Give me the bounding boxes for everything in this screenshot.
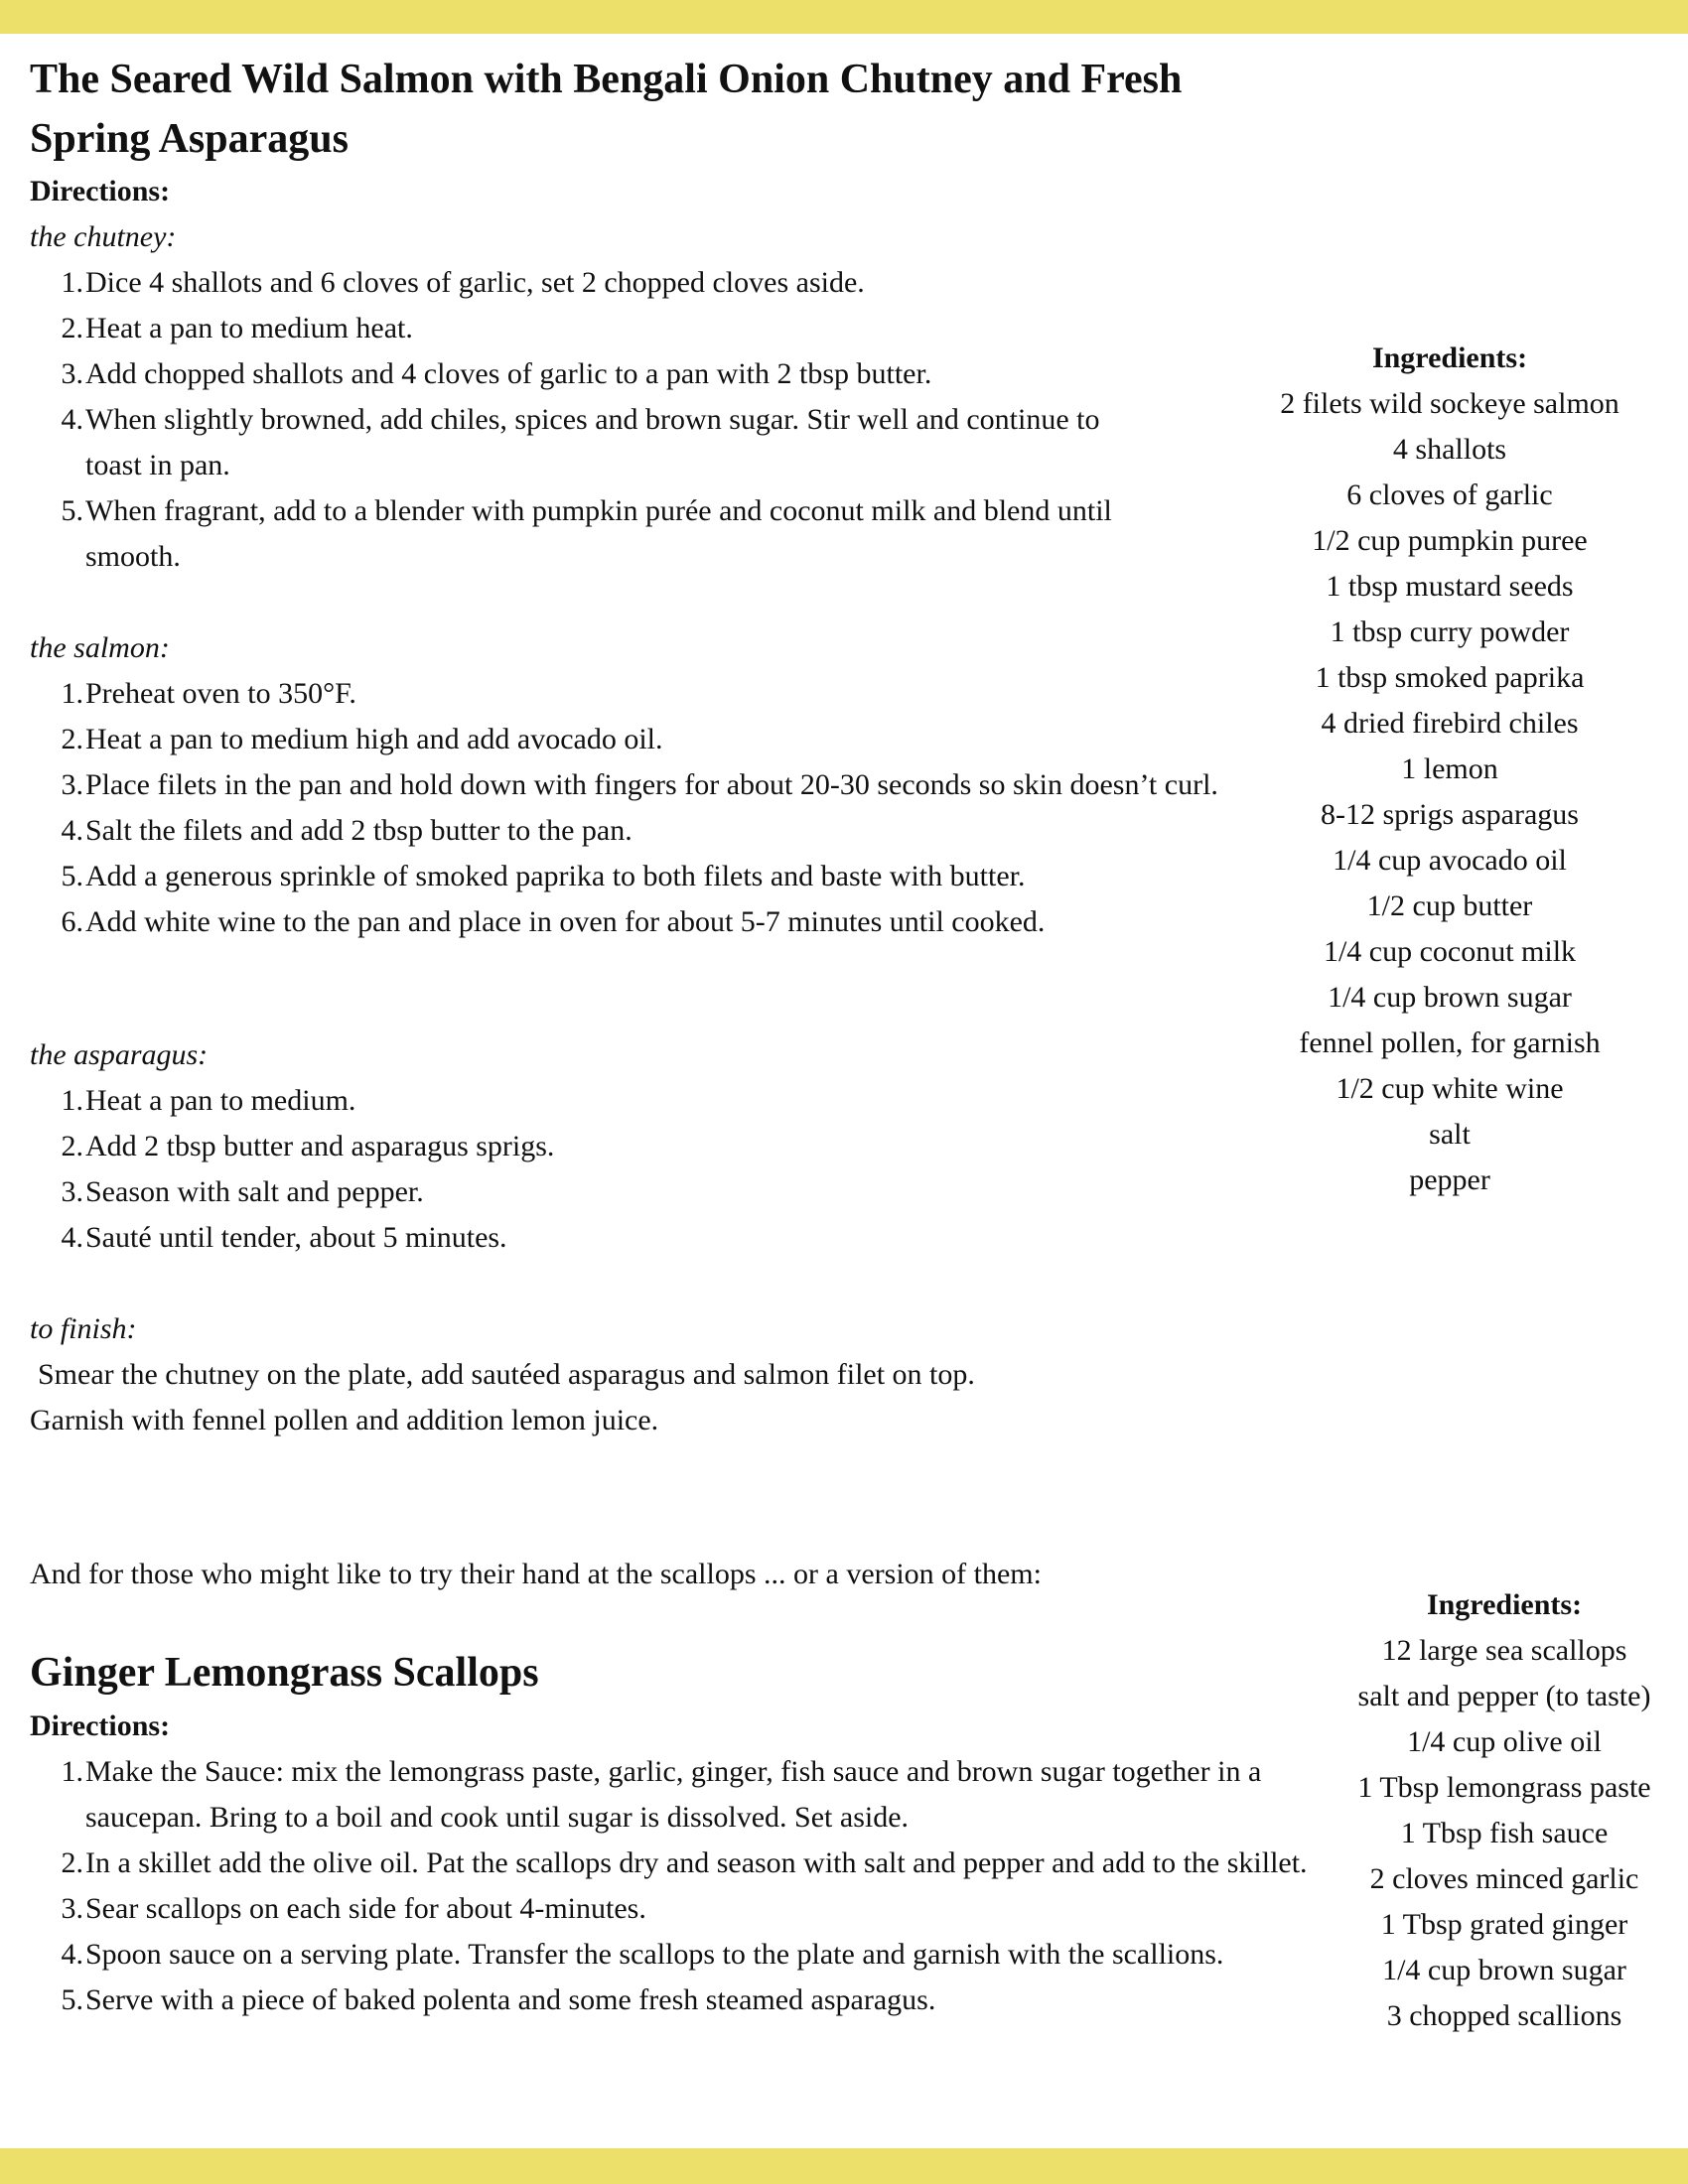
step-text: Season with salt and pepper. (85, 1175, 424, 1208)
scallops-section (30, 1749, 1311, 2023)
ingredient-item: salt (1429, 1118, 1471, 1151)
ingredient-item: 1/4 cup avocado oil (1333, 844, 1567, 877)
list-item (30, 762, 1301, 808)
list-item (30, 1841, 1311, 1886)
list-item (30, 488, 1301, 580)
ingredient-item: 2 filets wild sockeye salmon (1280, 387, 1619, 420)
asparagus-section (30, 1032, 1301, 1261)
ingredient-item: 1/4 cup olive oil (1407, 1725, 1602, 1758)
chutney-section (30, 214, 1301, 580)
list-item (30, 1078, 1301, 1124)
list-item (30, 397, 1301, 488)
step-text: Heat a pan to medium. (85, 1084, 356, 1117)
step-number: 2. (61, 1846, 83, 1879)
step-number: 4. (61, 1221, 83, 1254)
ingredient-item: 4 shallots (1392, 433, 1507, 466)
scallops-ingredients (1321, 1582, 1688, 2039)
step-number: 2. (61, 1130, 83, 1162)
step-text: Place filets in the pan and hold down with fingers for about 20-30 seconds so skin doesn’t curl. (85, 768, 1218, 801)
list-item (30, 1124, 1301, 1169)
ingredient-item: 12 large sea scallops (1381, 1634, 1627, 1667)
step-number: 3. (61, 1892, 83, 1925)
step-number: 1. (61, 677, 83, 710)
step-number: 2. (61, 723, 83, 755)
scallops-recipe-title: Ginger Lemongrass Scallops (30, 1650, 539, 1696)
step-number: 4. (61, 1938, 83, 1971)
step-number: 1. (61, 266, 83, 299)
ingredient-item: 4 dried firebird chiles (1321, 707, 1579, 740)
step-number: 3. (61, 768, 83, 801)
ingredient-item: 1/4 cup brown sugar (1328, 981, 1572, 1014)
list-item (30, 351, 1301, 397)
step-text: Sauté until tender, about 5 minutes. (85, 1221, 507, 1254)
ingredient-item: 1 Tbsp fish sauce (1400, 1817, 1609, 1849)
salmon-section (30, 625, 1301, 945)
ingredient-item: 1/4 cup coconut milk (1323, 935, 1577, 968)
list-item (30, 1978, 1311, 2023)
ingredient-item: 1/2 cup butter (1366, 889, 1533, 922)
finish-line: Smear the chutney on the plate, add sautéed asparagus and salmon filet on top. (38, 1358, 975, 1391)
ingredient-item: 1 tbsp mustard seeds (1326, 570, 1574, 603)
list-item (30, 808, 1301, 854)
ingredient-item: 6 cloves of garlic (1346, 478, 1553, 511)
step-text: Dice 4 shallots and 6 cloves of garlic, set 2 chopped cloves aside. (85, 266, 865, 299)
ingredients-list (1201, 381, 1688, 1203)
ingredients-heading: Ingredients: (1371, 341, 1528, 374)
list-item (30, 1215, 1301, 1261)
step-number: 3. (61, 1175, 83, 1208)
chutney-steps (30, 260, 1301, 580)
step-number: 4. (61, 403, 83, 436)
step-text: Add chopped shallots and 4 cloves of garlic to a pan with 2 tbsp butter. (85, 357, 932, 390)
ingredient-item: 1/2 cup white wine (1336, 1072, 1564, 1105)
ingredient-item: 1 lemon (1401, 752, 1498, 785)
scallops-directions-heading: Directions: (30, 1709, 171, 1742)
step-text: In a skillet add the olive oil. Pat the scallops dry and season with salt and pepper and add to the skillet. (85, 1846, 1308, 1879)
salmon-recipe-title: The Seared Wild Salmon with Bengali Onion Chutney and Fresh Spring Asparagus (30, 57, 1183, 162)
ingredient-item: 1 Tbsp grated ginger (1380, 1908, 1628, 1941)
chutney-label: the chutney: (30, 220, 177, 253)
ingredient-item: 2 cloves minced garlic (1369, 1862, 1639, 1895)
salmon-directions-heading: Directions: (30, 175, 171, 207)
step-number: 5. (61, 1983, 83, 2016)
ingredient-item: salt and pepper (to taste) (1357, 1680, 1651, 1712)
salmon-steps (30, 671, 1301, 945)
ingredients-list (1321, 1628, 1688, 2039)
list-item (30, 1169, 1301, 1215)
step-text: Sear scallops on each side for about 4-minutes. (85, 1892, 646, 1925)
step-number: 2. (61, 312, 83, 344)
ingredient-item: fennel pollen, for garnish (1299, 1026, 1601, 1059)
step-number: 1. (61, 1755, 83, 1788)
step-text: Make the Sauce: mix the lemongrass paste, garlic, ginger, fish sauce and brown sugar together in a saucepan. Bring to a boil and cook until sugar is dissolved. Set aside. (85, 1755, 1262, 1834)
step-text: Salt the filets and add 2 tbsp butter to the pan. (85, 814, 633, 847)
ingredient-item: 1 Tbsp lemongrass paste (1357, 1771, 1651, 1804)
top-color-band (0, 0, 1688, 34)
bottom-color-band (0, 2148, 1688, 2184)
step-number: 1. (61, 1084, 83, 1117)
step-text: Heat a pan to medium high and add avocado oil. (85, 723, 663, 755)
ingredient-item: 8-12 sprigs asparagus (1321, 798, 1579, 831)
list-item (30, 854, 1301, 899)
list-item (30, 899, 1301, 945)
step-text: Add white wine to the pan and place in oven for about 5-7 minutes until cooked. (85, 905, 1046, 938)
list-item (30, 1932, 1311, 1978)
step-text: Spoon sauce on a serving plate. Transfer the scallops to the plate and garnish with the scallions. (85, 1938, 1224, 1971)
step-text: Heat a pan to medium heat. (85, 312, 413, 344)
step-number: 5. (61, 494, 83, 527)
step-text: When fragrant, add to a blender with pumpkin purée and coconut milk and blend until smooth. (85, 494, 1112, 573)
finish-label: to finish: (30, 1312, 137, 1345)
salmon-label: the salmon: (30, 631, 170, 664)
salmon-ingredients (1201, 336, 1688, 1203)
ingredient-item: 1/2 cup pumpkin puree (1312, 524, 1588, 557)
list-item (30, 671, 1301, 717)
step-number: 6. (61, 905, 83, 938)
ingredient-item: 3 chopped scallions (1386, 1999, 1622, 2032)
asparagus-label: the asparagus: (30, 1038, 209, 1071)
list-item (30, 1886, 1311, 1932)
list-item (30, 1749, 1311, 1841)
step-text: Add a generous sprinkle of smoked paprika to both filets and baste with butter. (85, 860, 1026, 892)
ingredient-item: 1 tbsp curry powder (1330, 615, 1570, 648)
ingredient-item: 1 tbsp smoked paprika (1315, 661, 1585, 694)
finish-section (30, 1306, 1301, 1443)
asparagus-steps (30, 1078, 1301, 1261)
step-text: When slightly browned, add chiles, spices and brown sugar. Stir well and continue to toast in pan. (85, 403, 1100, 481)
step-text: Preheat oven to 350°F. (85, 677, 356, 710)
list-item (30, 306, 1301, 351)
step-number: 4. (61, 814, 83, 847)
ingredient-item: pepper (1409, 1163, 1490, 1196)
scallops-steps (30, 1749, 1311, 2023)
list-item (30, 260, 1301, 306)
step-text: Serve with a piece of baked polenta and some fresh steamed asparagus. (85, 1983, 936, 2016)
step-number: 3. (61, 357, 83, 390)
scallops-intro: And for those who might like to try their hand at the scallops ... or a version of them: (30, 1558, 1042, 1590)
step-number: 5. (61, 860, 83, 892)
step-text: Add 2 tbsp butter and asparagus sprigs. (85, 1130, 555, 1162)
ingredients-heading: Ingredients: (1426, 1588, 1583, 1621)
list-item (30, 717, 1301, 762)
ingredient-item: 1/4 cup brown sugar (1382, 1954, 1626, 1986)
finish-line: Garnish with fennel pollen and addition lemon juice. (30, 1404, 659, 1436)
